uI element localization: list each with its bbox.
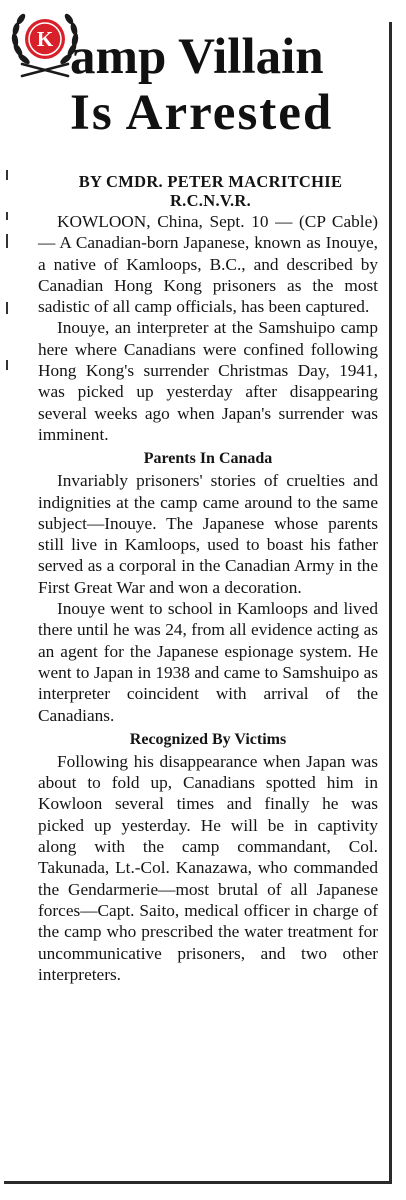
column-rule-right	[389, 22, 392, 1182]
column-rule-bottom	[4, 1181, 392, 1184]
paragraph: Inouye went to school in Kamloops and lived there until he was 24, from all evidence acting as an agent for the Japanese espionage system. He went to Japan in 1938 and came to Samshuipo as interpreter coincident with arrival of the Canadians.	[38, 599, 378, 725]
left-edge-marks	[2, 170, 16, 570]
paragraph: Following his disappearance when Japan was about to fold up, Canadians spotted him in Kowloon several times and finally he was picked up yesterday. He will be in captivity along with the camp commandant, Col. Takunada, Lt.-Col. Kanazawa, who commanded the Gendarmerie—most brutal of all Japanese forces—Capt. Saito, medical officer in charge of the camp who prescribed the water treatment for uncommunicative prisoners, and two other interpreters.	[38, 751, 378, 984]
headline-line-1: amp Villain	[70, 29, 324, 85]
headline	[70, 30, 390, 140]
byline-service: R.C.N.V.R.	[169, 191, 252, 210]
byline-author: BY CMDR. PETER MACRITCHIE	[78, 172, 343, 191]
paragraph: Inouye, an interpreter at the Samshuipo camp here where Canadians were confined following Hong Kong's surrender Christmas Day, 1941, was picked up yesterday after disappearing several weeks ago when Japan's surrender was imminent.	[38, 318, 378, 444]
edge-mark	[6, 234, 8, 248]
edge-mark	[6, 302, 8, 314]
edge-mark	[6, 212, 8, 220]
edge-mark	[6, 360, 8, 370]
article-body	[38, 211, 378, 985]
badge-letter: K	[36, 27, 54, 51]
paragraph-dateline: KOWLOON, China, Sept. 10 — (CP Cable) — A Canadian-born Japanese, known as Inouye, a native of Kamloops, B.C., and described by Canadian Hong Kong prisoners as the most sadistic of all camp officials, has been captured.	[38, 212, 378, 317]
byline	[38, 172, 383, 210]
headline-line-2: Is Arrested	[70, 85, 334, 141]
paragraph: Invariably prisoners' stories of cruelties and indignities at the camp came around to the same subject—Inouye. The Japanese whose parents still live in Kamloops, used to boast his father served as a corporal in the Canadian Army in the First Great War and won a decoration.	[38, 471, 378, 597]
subheading: Recognized By Victims	[129, 730, 287, 748]
subheading: Parents In Canada	[143, 450, 273, 468]
edge-mark	[6, 170, 8, 180]
